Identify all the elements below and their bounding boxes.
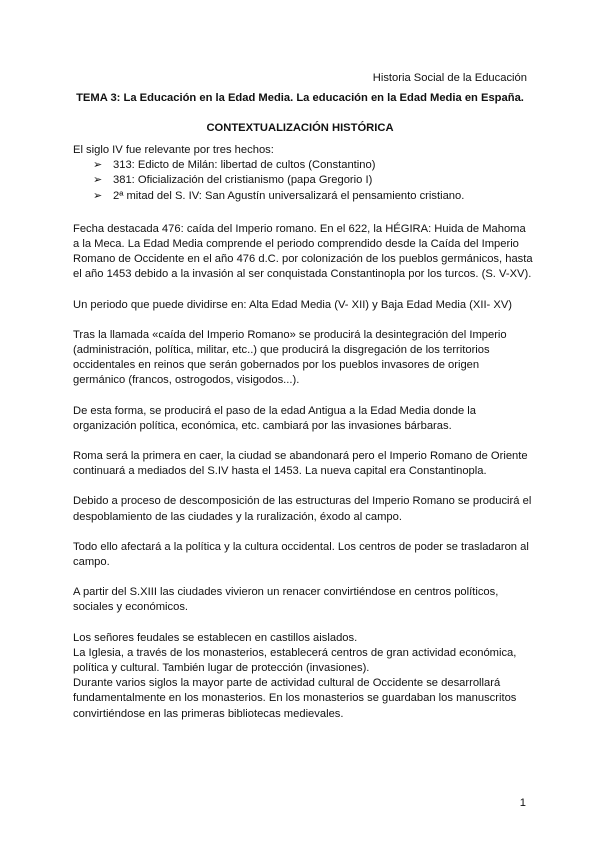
arrow-bullet-icon: ➢ (93, 174, 103, 187)
paragraph-periods: Un periodo que puede dividirse en: Alta Edad Media (V- XII) y Baja Edad Media (XII- XV) (73, 298, 513, 311)
section-title: CONTEXTUALIZACIÓN HISTÓRICA (206, 122, 394, 134)
arrow-bullet-icon: ➢ (93, 159, 103, 172)
topic-title: TEMA 3: La Educación en la Edad Media. La educación en la Edad Media en España. (76, 92, 524, 104)
list-item-text: 381: Oficialización del cristianismo (papa Gregorio I) (113, 174, 373, 187)
paragraph-transition: De esta forma, se producirá el paso de la edad Antigua a la Edad Media donde la organización política, económica, etc. cambiará por las invasiones bárbaras. (73, 404, 477, 432)
list-item (93, 189, 533, 204)
paragraph-fall-of-empire: Tras la llamada «caída del Imperio Romano» se producirá la desintegración del Imperio (administración, política, militar, etc..) que producirá la disgregación de los territorios occidentales en reinos que serán gobernados por los pueblos invasores de origen germánico (francos, ostrogodos, visigodos...). (73, 328, 507, 387)
closing-line-feudal: Los señores feudales se establecen en castillos aislados. (73, 631, 358, 644)
paragraph-dates: Fecha destacada 476: caída del Imperio romano. En el 622, la HÉGIRA: Huida de Mahoma a la Meca. La Edad Media comprende el periodo comprendido desde la Caída del Imperio Romano de Occidente en el año 476 d.C. por colonización de los pueblos germánicos, hasta el año 1453 debido a la invasión al ser conquistada Constantinopla por los turcos. (S. V-XV). (73, 222, 533, 281)
intro-paragraph: El siglo IV fue relevante por tres hechos: (73, 144, 274, 156)
paragraph-ruralization: Debido a proceso de descomposición de las estructuras del Imperio Romano se producirá el despoblamiento de las ciudades y la ruralización, éxodo al campo. (73, 495, 532, 523)
bullet-list (73, 158, 533, 204)
paragraph-cities: A partir del S.XIII las ciudades vivieron un renacer convirtiéndose en centros políticos, sociales y económicos. (73, 586, 499, 614)
list-item-text: 313: Edicto de Milán: libertad de cultos (Constantino) (113, 159, 376, 172)
paragraph-politics: Todo ello afectará a la política y la cultura occidental. Los centros de poder se trasladaron al campo. (73, 540, 529, 569)
page-number: 1 (519, 797, 526, 809)
list-item (93, 158, 533, 173)
closing-line-monasteries: Durante varios siglos la mayor parte de actividad cultural de Occidente se desarrollará fundamentalmente en los monasterios. En los monasterios se guardaban los manuscritos convirtiéndose en las primeras bibliotecas medievales. (73, 677, 517, 720)
arrow-bullet-icon: ➢ (93, 189, 103, 202)
course-header: Historia Social de la Educación (372, 72, 527, 84)
document-body (73, 143, 533, 722)
list-item (93, 173, 533, 188)
paragraph-rome: Roma será la primera en caer, la ciudad se abandonará pero el Imperio Romano de Oriente continuará a mediados del S.IV hasta el 1453. La nueva capital era Constantinopla. (73, 450, 528, 478)
list-item-text: 2ª mitad del S. IV: San Agustín universalizará el pensamiento cristiano. (113, 189, 465, 202)
closing-line-church: La Iglesia, a través de los monasterios, establecerá centros de gran actividad económica, política y cultural. También lugar de protección (invasiones). (73, 646, 517, 675)
